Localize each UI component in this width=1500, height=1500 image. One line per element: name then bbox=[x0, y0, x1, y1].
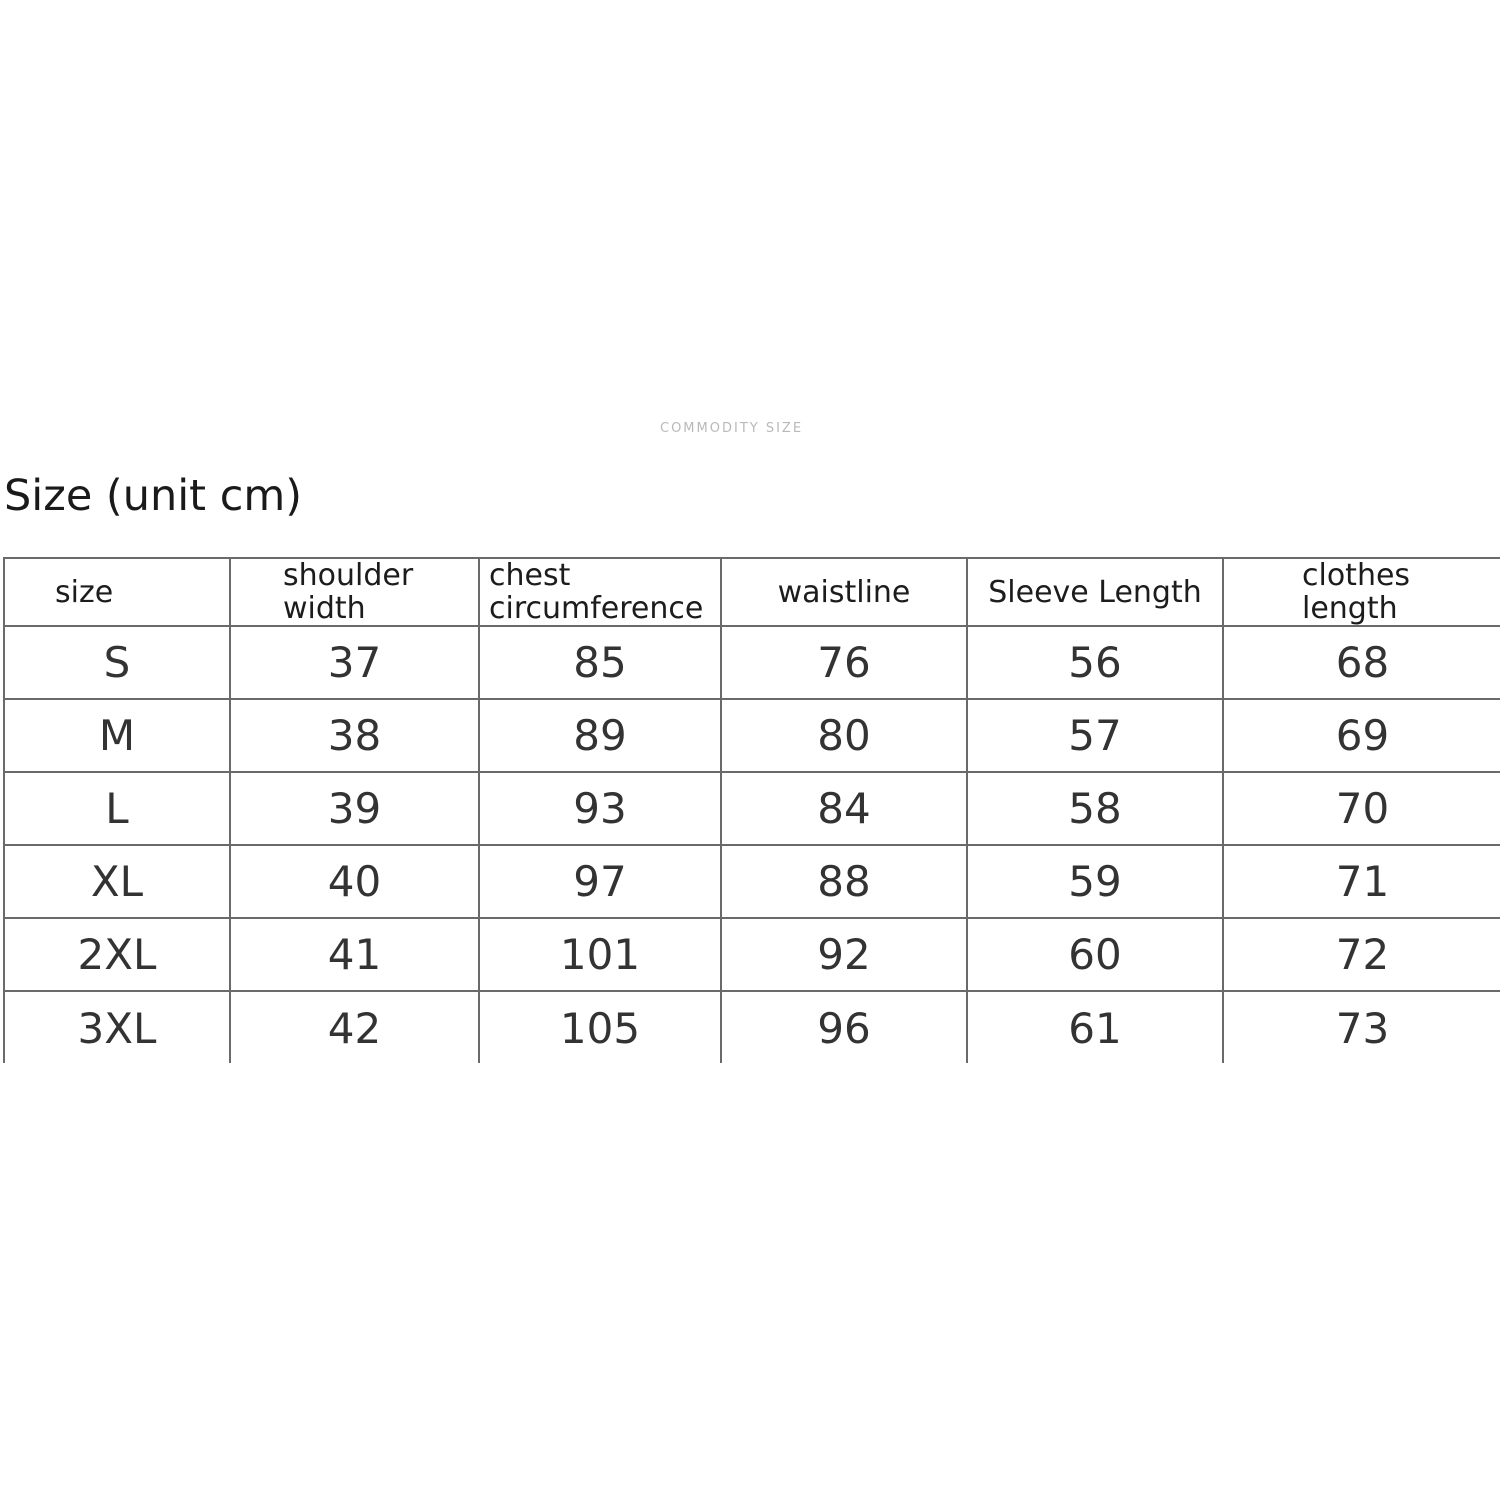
table-row bbox=[4, 772, 1500, 845]
table-row bbox=[4, 918, 1500, 991]
table-cell-sleeve-length: 59 bbox=[967, 845, 1223, 918]
table-cell-shoulder-width: 41 bbox=[230, 918, 479, 991]
table-cell-shoulder-width: 42 bbox=[230, 991, 479, 1063]
table-cell-chest-circumference: 93 bbox=[479, 772, 721, 845]
table-cell-sleeve-length: 61 bbox=[967, 991, 1223, 1063]
table-cell-chest-circumference: 105 bbox=[479, 991, 721, 1063]
table-cell-clothes-length: 72 bbox=[1223, 918, 1500, 991]
table-cell-shoulder-width: 39 bbox=[230, 772, 479, 845]
table-cell-size: M bbox=[4, 699, 230, 772]
table-cell-shoulder-width: 38 bbox=[230, 699, 479, 772]
table-cell-clothes-length: 68 bbox=[1223, 626, 1500, 699]
table-cell-sleeve-length: 56 bbox=[967, 626, 1223, 699]
table-cell-waistline: 88 bbox=[721, 845, 967, 918]
header-cell-waistline: waistline bbox=[721, 558, 967, 626]
table-cell-size: XL bbox=[4, 845, 230, 918]
size-table-container bbox=[3, 557, 1500, 1063]
table-cell-chest-circumference: 101 bbox=[479, 918, 721, 991]
table-cell-chest-circumference: 89 bbox=[479, 699, 721, 772]
table-cell-sleeve-length: 60 bbox=[967, 918, 1223, 991]
table-cell-sleeve-length: 57 bbox=[967, 699, 1223, 772]
table-cell-sleeve-length: 58 bbox=[967, 772, 1223, 845]
size-table bbox=[3, 557, 1500, 1063]
header-cell-size: size bbox=[4, 558, 230, 626]
table-cell-clothes-length: 70 bbox=[1223, 772, 1500, 845]
table-cell-clothes-length: 71 bbox=[1223, 845, 1500, 918]
table-cell-clothes-length: 73 bbox=[1223, 991, 1500, 1063]
table-cell-chest-circumference: 97 bbox=[479, 845, 721, 918]
commodity-size-caption: COMMODITY SIZE bbox=[660, 421, 804, 432]
table-cell-shoulder-width: 40 bbox=[230, 845, 479, 918]
table-row bbox=[4, 626, 1500, 699]
table-cell-waistline: 80 bbox=[721, 699, 967, 772]
table-cell-waistline: 92 bbox=[721, 918, 967, 991]
table-cell-shoulder-width: 37 bbox=[230, 626, 479, 699]
table-cell-waistline: 84 bbox=[721, 772, 967, 845]
header-cell-clothes-length: clothes length bbox=[1223, 558, 1500, 626]
size-chart-title: Size (unit cm) bbox=[4, 471, 302, 521]
table-cell-size: 2XL bbox=[4, 918, 230, 991]
table-cell-size: L bbox=[4, 772, 230, 845]
table-cell-clothes-length: 69 bbox=[1223, 699, 1500, 772]
header-cell-chest-circumference: chest circumference bbox=[479, 558, 721, 626]
table-row bbox=[4, 845, 1500, 918]
table-header-row bbox=[4, 558, 1500, 626]
table-row bbox=[4, 991, 1500, 1063]
table-row bbox=[4, 699, 1500, 772]
table-cell-size: 3XL bbox=[4, 991, 230, 1063]
table-cell-chest-circumference: 85 bbox=[479, 626, 721, 699]
header-cell-sleeve-length: Sleeve Length bbox=[967, 558, 1223, 626]
table-cell-waistline: 96 bbox=[721, 991, 967, 1063]
table-cell-size: S bbox=[4, 626, 230, 699]
header-cell-shoulder-width: shoulder width bbox=[230, 558, 479, 626]
table-cell-waistline: 76 bbox=[721, 626, 967, 699]
